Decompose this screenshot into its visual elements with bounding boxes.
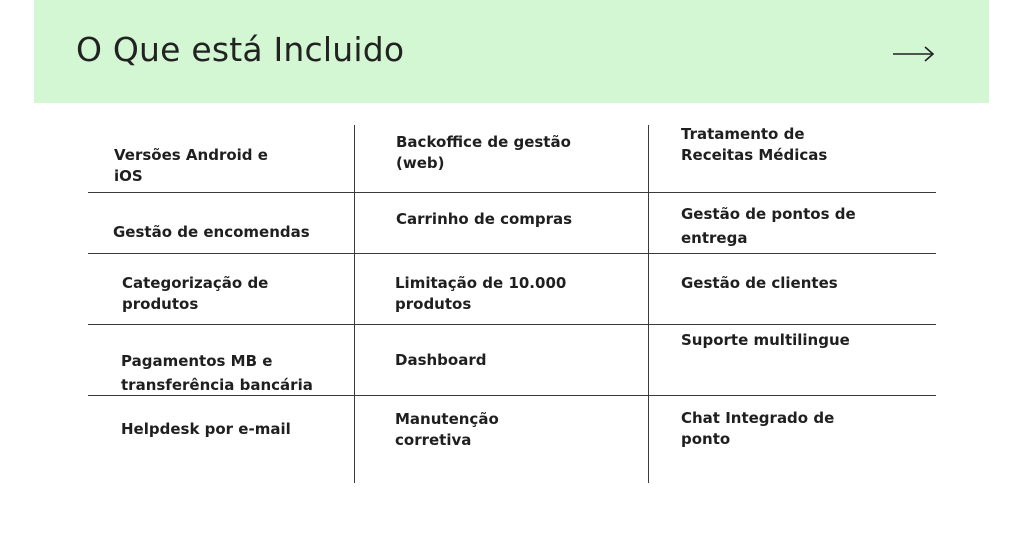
feature-item: Helpdesk por e-mail [121, 420, 291, 438]
feature-item: Limitação de 10.000 produtos [395, 274, 567, 313]
feature-item: Manutenção corretiva [395, 410, 499, 449]
feature-item: Gestão de pontos de entrega [681, 205, 856, 247]
feature-item: Versões Android e iOS [114, 146, 268, 185]
feature-item: Categorização de produtos [122, 274, 269, 313]
column-divider [354, 125, 355, 483]
row-divider [88, 192, 936, 193]
feature-item: Pagamentos MB e transferência bancária [121, 352, 313, 394]
feature-item: Suporte multilingue [681, 331, 850, 349]
column-divider [648, 125, 649, 483]
feature-item: Chat Integrado de ponto [681, 409, 835, 448]
feature-item: Carrinho de compras [396, 210, 573, 228]
row-divider [88, 324, 936, 325]
row-divider [88, 253, 936, 254]
feature-item: Tratamento de Receitas Médicas [681, 125, 828, 164]
feature-item: Gestão de encomendas [113, 223, 310, 241]
feature-item: Dashboard [395, 351, 487, 369]
page-title: O Que está Incluido [76, 30, 405, 69]
feature-item: Backoffice de gestão (web) [396, 133, 571, 172]
feature-item: Gestão de clientes [681, 274, 838, 292]
